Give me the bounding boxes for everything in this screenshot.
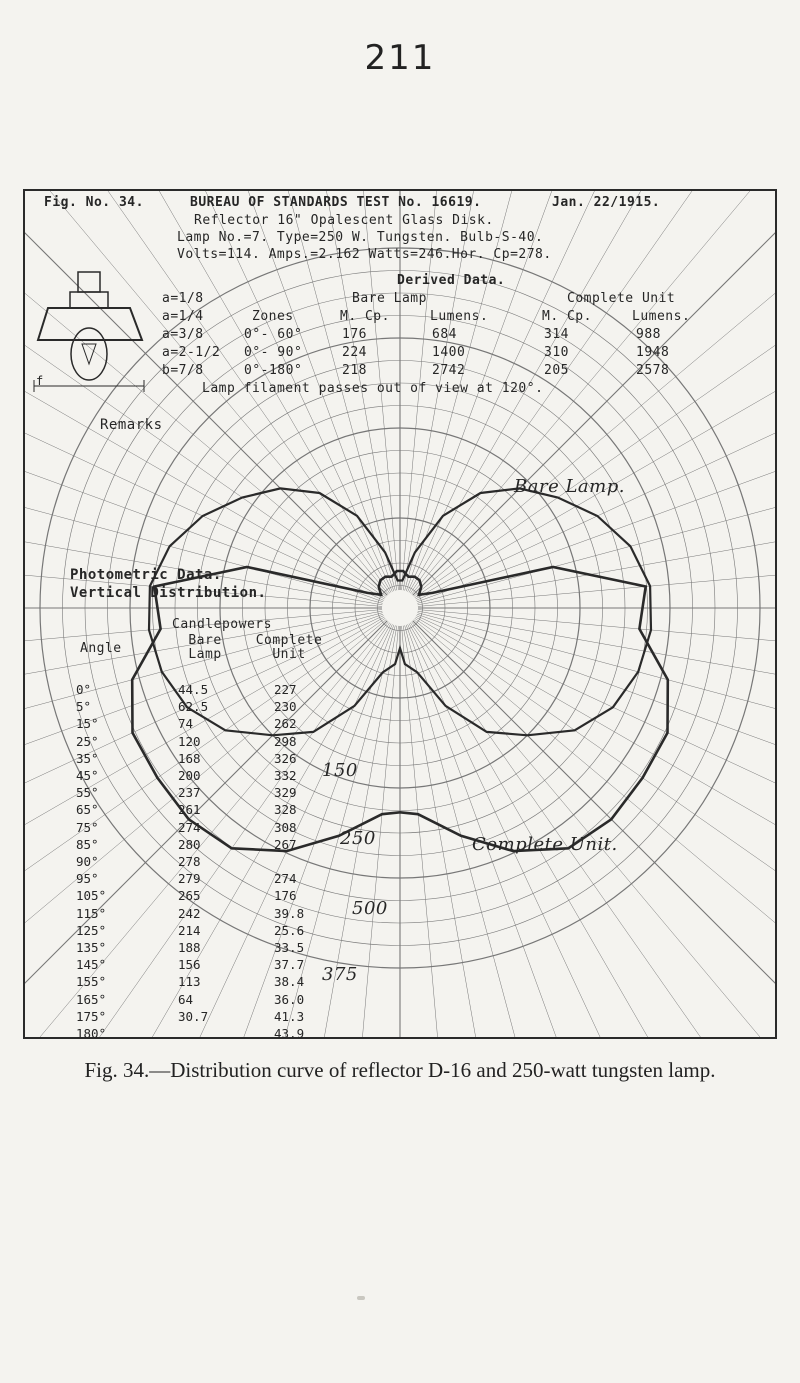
bare-mcp-heading: M. Cp. bbox=[340, 309, 390, 324]
photometric-cell-angle: 0° bbox=[76, 682, 92, 697]
photometric-cell-complete: 267 bbox=[274, 836, 297, 852]
derived-cell-zone: 0°- 90° bbox=[244, 345, 303, 360]
photometric-cell-complete: 329 bbox=[274, 785, 297, 801]
photometric-cell-complete: 262 bbox=[274, 716, 297, 732]
photometric-cell-bare: 44.5 bbox=[178, 682, 209, 697]
complete-unit-heading: Complete Unit bbox=[567, 291, 676, 306]
geometry-a3: a=3/8 bbox=[162, 327, 204, 342]
photometric-cell-angle: 85° bbox=[76, 836, 99, 852]
photometric-cell-bare: 62.5 bbox=[178, 699, 209, 715]
page-number: 211 bbox=[364, 38, 436, 78]
photometric-cell-complete: 326 bbox=[274, 750, 297, 766]
derived-cell-zone: 0°-180° bbox=[244, 363, 303, 378]
photometric-cell-bare: 242 bbox=[178, 905, 201, 921]
electrical-spec: Volts=114. Amps.=2.162 Watts=246.Hor. Cp=278. bbox=[177, 247, 552, 262]
photometric-cell-angle: 105° bbox=[76, 888, 107, 904]
filament-note: Lamp filament passes out of view at 120°. bbox=[202, 381, 544, 396]
photometric-cell-bare: 261 bbox=[178, 802, 201, 818]
photometric-cell-angle: 180° bbox=[76, 1026, 107, 1041]
unit-mcp-heading: M. Cp. bbox=[542, 309, 592, 324]
photometric-cell-bare: 214 bbox=[178, 922, 201, 938]
photometric-cell-angle: 15° bbox=[76, 716, 99, 732]
photometric-cell-angle: 25° bbox=[76, 733, 99, 749]
photometric-cell-bare: 237 bbox=[178, 785, 201, 801]
derived-cell-bare_lumens: 1400 bbox=[432, 345, 466, 360]
reflector-spec: Reflector 16" Opalescent Glass Disk. bbox=[194, 213, 494, 228]
photometric-cell-angle: 165° bbox=[76, 991, 107, 1007]
lamp-spec: Lamp No.=7. Type=250 W. Tungsten. Bulb-S-40. bbox=[177, 230, 544, 245]
test-date: Jan. 22/1915. bbox=[552, 195, 661, 210]
photometric-cell-complete: 298 bbox=[274, 733, 297, 749]
derived-cell-unit_mcp: 205 bbox=[544, 363, 569, 378]
photometric-cell-complete: 37.7 bbox=[274, 957, 305, 973]
derived-cell-bare_mcp: 218 bbox=[342, 363, 367, 378]
grid-radial bbox=[416, 328, 778, 599]
photometric-cell-bare: 156 bbox=[178, 957, 201, 973]
photometric-cell-bare: 188 bbox=[178, 940, 201, 955]
photometric-cell-angle: 115° bbox=[76, 905, 107, 921]
photometric-cell-complete: 38.4 bbox=[274, 974, 305, 990]
photometric-cell-complete: 43.9 bbox=[274, 1026, 305, 1041]
grid-radial bbox=[403, 626, 497, 1040]
photometric-cell-complete: 39.8 bbox=[274, 905, 305, 921]
derived-cell-bare_lumens: 2742 bbox=[432, 363, 466, 378]
photometric-cell-angle: 90° bbox=[76, 854, 99, 869]
photometric-cell-complete: 274 bbox=[274, 871, 297, 887]
photometric-cell-bare: 278 bbox=[178, 854, 201, 869]
photometric-cell-angle: 65° bbox=[76, 802, 99, 818]
grid-radial bbox=[417, 416, 778, 601]
bare-lumens-heading: Lumens. bbox=[430, 309, 489, 324]
derived-cell-bare_mcp: 224 bbox=[342, 345, 367, 360]
geometry-a2: a=1/4 bbox=[162, 309, 204, 324]
photometric-cell-complete: 41.3 bbox=[274, 1008, 305, 1024]
photometric-cell-angle: 95° bbox=[76, 871, 99, 887]
photometric-cell-complete: 328 bbox=[274, 802, 297, 818]
scale-label-500: 500 bbox=[352, 898, 388, 919]
photometric-cell-complete: 33.5 bbox=[274, 940, 305, 955]
bare-lamp-heading: Bare Lamp bbox=[352, 291, 427, 306]
photometric-cell-angle: 55° bbox=[76, 785, 99, 801]
photometric-cell-complete: 332 bbox=[274, 768, 297, 783]
bare-lamp-col-heading: Bare Lamp bbox=[188, 633, 222, 662]
photometric-cell-bare: 74 bbox=[178, 716, 194, 732]
scale-label-375: 375 bbox=[322, 964, 358, 985]
polar-distribution-figure bbox=[22, 188, 778, 1040]
derived-cell-unit_lumens: 2578 bbox=[636, 363, 670, 378]
photometric-cell-bare: 280 bbox=[178, 836, 201, 852]
photometric-cell-angle: 125° bbox=[76, 922, 107, 938]
remarks-label: Remarks bbox=[100, 417, 163, 433]
sketch-dimension-f: f bbox=[36, 374, 44, 388]
geometry-a1: a=1/8 bbox=[162, 291, 204, 306]
photometric-cell-complete: 176 bbox=[274, 888, 297, 904]
derived-cell-unit_mcp: 314 bbox=[544, 327, 569, 342]
photometric-cell-bare: 30.7 bbox=[178, 1008, 209, 1024]
zones-heading: Zones bbox=[252, 309, 294, 324]
grid-radial bbox=[408, 624, 637, 1040]
photometric-cell-complete: 227 bbox=[274, 682, 297, 697]
photometric-cell-angle: 35° bbox=[76, 750, 99, 766]
photometric-cell-angle: 145° bbox=[76, 957, 107, 973]
photometric-cell-bare: 168 bbox=[178, 750, 201, 766]
derived-cell-unit_lumens: 988 bbox=[636, 327, 661, 342]
scan-artifact bbox=[357, 1296, 365, 1300]
geometry-a4: a=2-1/2 bbox=[162, 345, 221, 360]
photometric-cell-angle: 155° bbox=[76, 974, 107, 990]
derived-cell-unit_mcp: 310 bbox=[544, 345, 569, 360]
grid-radial bbox=[412, 622, 760, 1037]
scale-label-150: 150 bbox=[322, 760, 358, 781]
photometric-cell-angle: 135° bbox=[76, 940, 107, 955]
photometric-cell-bare: 279 bbox=[178, 871, 201, 887]
complete-unit-col-heading: Complete Unit bbox=[255, 633, 323, 662]
photometric-cell-angle: 75° bbox=[76, 819, 99, 835]
photometric-cell-complete: 25.6 bbox=[274, 922, 305, 938]
photometric-cell-angle: 5° bbox=[76, 699, 92, 715]
photometric-cell-angle: 45° bbox=[76, 768, 99, 783]
fig-number: Fig. No. 34. bbox=[44, 195, 144, 210]
photometric-cell-bare: 274 bbox=[178, 819, 201, 835]
derived-cell-bare_lumens: 684 bbox=[432, 327, 457, 342]
vertical-distribution-title: Vertical Distribution. bbox=[70, 585, 267, 601]
photometric-cell-bare: 113 bbox=[178, 974, 201, 990]
bureau-test: BUREAU OF STANDARDS TEST No. 16619. bbox=[190, 195, 482, 210]
photometric-cell-complete: 230 bbox=[274, 699, 297, 715]
grid-radial bbox=[405, 625, 545, 1040]
photometric-cell-complete: 36.0 bbox=[274, 991, 305, 1007]
grid-radial bbox=[409, 624, 680, 1040]
derived-title: Derived Data. bbox=[397, 273, 506, 288]
candlepowers-heading: Candlepowers bbox=[172, 617, 272, 632]
figure-caption: Fig. 34.—Distribution curve of reflector D-16 and 250-watt tungsten lamp. bbox=[84, 1058, 716, 1082]
angle-heading: Angle bbox=[80, 641, 122, 656]
photometric-cell-angle: 175° bbox=[76, 1008, 107, 1024]
unit-lumens-heading: Lumens. bbox=[632, 309, 691, 324]
photometric-title: Photometric Data. bbox=[70, 567, 222, 583]
derived-cell-zone: 0°- 60° bbox=[244, 327, 303, 342]
photometric-cell-complete: 308 bbox=[274, 819, 297, 835]
scale-label-250: 250 bbox=[340, 828, 376, 849]
grid-radial bbox=[417, 614, 778, 799]
photometric-cell-bare: 200 bbox=[178, 768, 201, 783]
reflector-sketch bbox=[30, 268, 150, 408]
geometry-b: b=7/8 bbox=[162, 363, 204, 378]
photometric-cell-bare: 120 bbox=[178, 733, 201, 749]
derived-cell-unit_lumens: 1948 bbox=[636, 345, 670, 360]
derived-cell-bare_mcp: 176 bbox=[342, 327, 367, 342]
photometric-cell-bare: 64 bbox=[178, 991, 194, 1007]
complete-unit-curve-label: Complete Unit. bbox=[472, 834, 618, 855]
photometric-cell-bare: 265 bbox=[178, 888, 201, 904]
bare-lamp-curve-label: Bare Lamp. bbox=[514, 476, 625, 497]
